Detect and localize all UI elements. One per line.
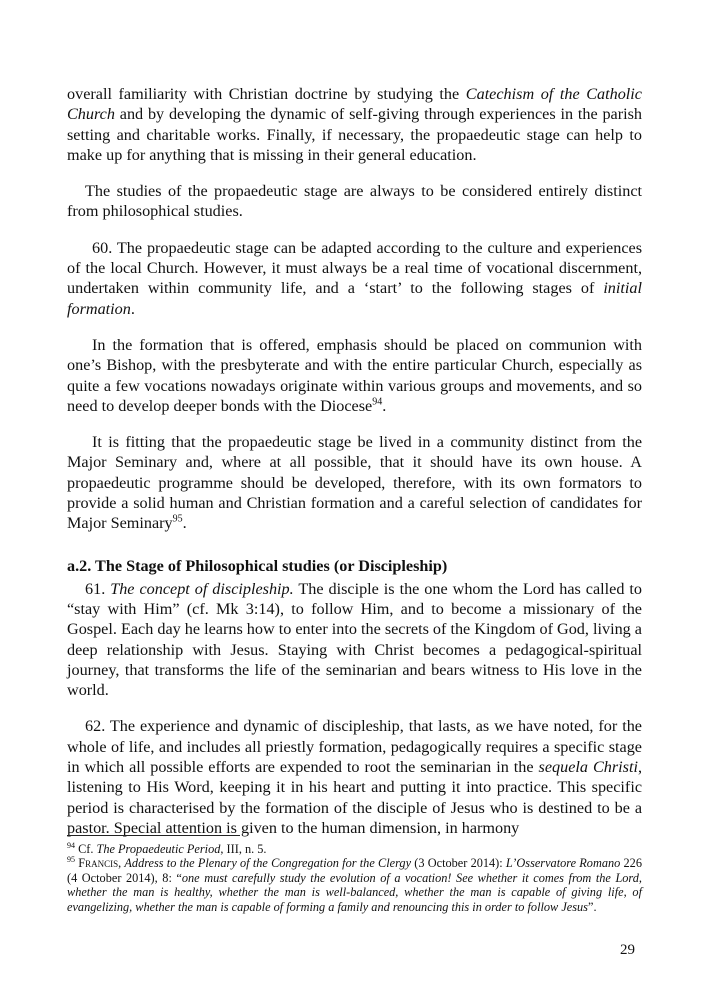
footnote-95: $^{95}$ Francis, Address to the Plenary of the Congregation for the Clergy (3 October 2014): L’Osservatore Romano 226 (4 October 2014), 8: “one must carefully study the evolution of a vocation! See whether it comes from the Lord, whether the man is healthy, whether the man is well-balanced, whether the man is capable of giving life, of evangelizing, whether the man is capable of forming a family and renouncing this in order to follow Jesus”.: [67, 855, 642, 914]
paragraph-4: In the formation that is offered, emphasis should be placed on communion with one’s Bishop, with the presbyterate and with the entire particular Church, especially as quite a few vocations nowadays originate within various groups and movements, and so need to develop deeper bonds with the Diocese$^{94}$.: [67, 335, 642, 415]
paragraph-61: 61. The concept of discipleship. The disciple is the one whom the Lord has called to “stay with Him” (cf. Mk 3:14), to follow Him, and to become a missionary of the Gospel. Each day he learns how to enter into the secrets of the Kingdom of God, living a deep relationship with Jesus. Staying with Christ becomes a pedagogical-spiritual journey, that transforms the life of the seminarian and bears witness to His love in the world.: [67, 579, 642, 700]
paragraph-62: 62. The experience and dynamic of discipleship, that lasts, as we have noted, for the whole of life, and includes all priestly formation, pedagogically requires a specific stage in which all possible efforts are expended to root the seminarian in the sequela Christi, listening to His Word, keeping it in his heart and putting it into practice. This specific period is characterised by the formation of the disciple of Jesus who is destined to be a pastor. Special attention is given to the human dimension, in harmony: [67, 717, 642, 837]
body-text: [67, 84, 642, 854]
footnote-94: $^{94}$ Cf. The Propaedeutic Period, III, n. 5.: [67, 840, 267, 856]
paragraph-2: The studies of the propaedeutic stage are always to be considered entirely distinct from philosophical studies.: [67, 182, 642, 221]
footnote-divider: [67, 835, 240, 836]
page-number: 29: [620, 942, 635, 958]
paragraph-60: 60. The propaedeutic stage can be adapted according to the culture and experiences of the local Church. However, it must always be a real time of vocational discernment, undertaken within community life, and a ‘start’ to the following stages of initial formation.: [67, 238, 642, 318]
section-heading: a.2. The Stage of Philosophical studies (or Discipleship): [67, 556, 448, 575]
catechism-title: Catechism of the Catholic Church: [67, 85, 642, 124]
footnote-ref-95[interactable]: 95: [172, 513, 183, 525]
paragraph-1: overall familiarity with Christian doctrine by studying the Catechism of the Catholic Church and by developing the dynamic of self-giving through experiences in the parish setting and charitable works. Finally, if necessary, the propaedeutic stage can help to make up for anything that is missing in their general education.: [67, 85, 642, 164]
footnote-ref-94[interactable]: 94: [372, 396, 383, 408]
paragraph-5: It is fitting that the propaedeutic stage be lived in a community distinct from the Major Seminary and, where at all possible, that it should have its own house. A propaedeutic programme should be developed, therefore, with its own formators to provide a solid human and Christian formation and a careful selection of candidates for Major Seminary$^{95}$.: [67, 433, 642, 533]
footnotes: [67, 842, 642, 914]
